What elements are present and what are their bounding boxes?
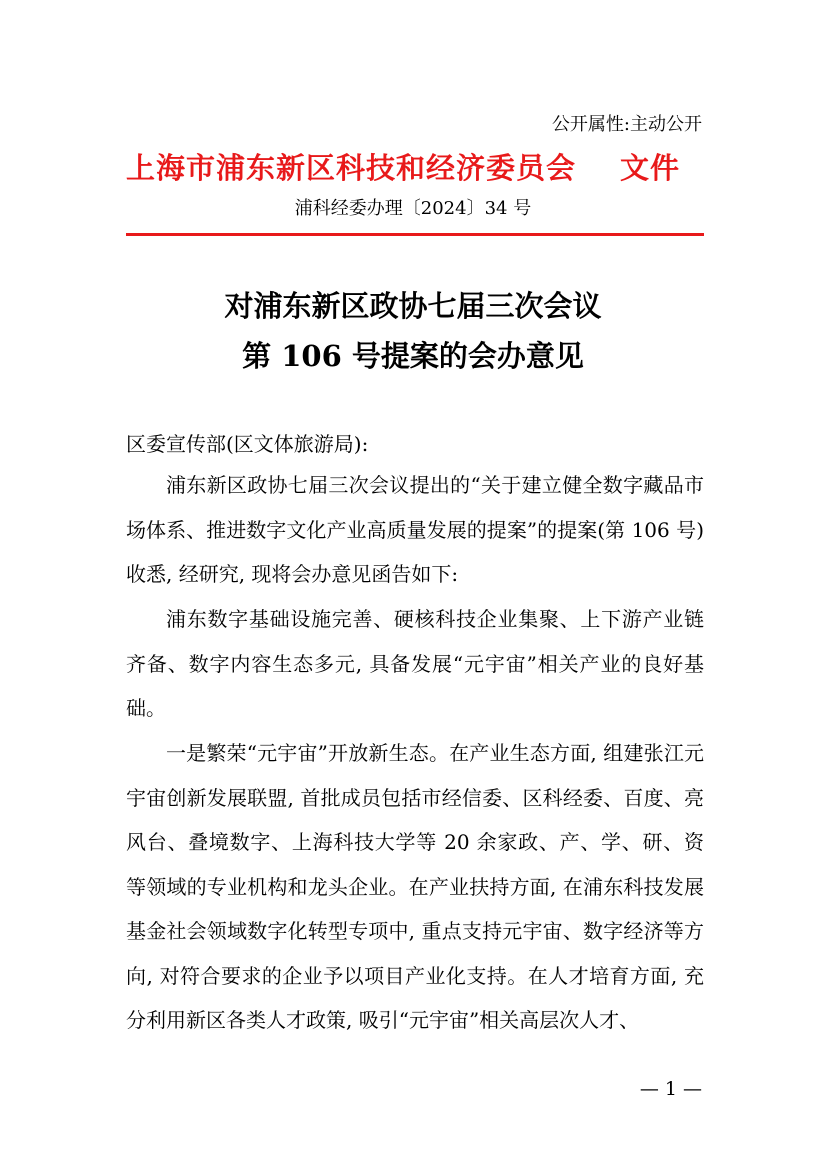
body-paragraph: 一是繁荣“元宇宙”开放新生态。在产业生态方面, 组建张江元宇宙创新发展联盟, 首批成员包括市经信委、区科经委、百度、亮风台、叠境数字、上海科技大学等 20 余家政、产、学、研、资等领域的专业机构和龙头企业。在产业扶持方面, 在浦东科技发展基金社会领域数字化转型专项中, 重点支持元宇宙、数字经济等方向, 对符合要求的企业予以项目产业化支持。在人才培育方面, 充分利用新区各类人才政策, 吸引“元宇宙”相关高层次人才、	[126, 741, 704, 1032]
body-paragraph: 浦东新区政协七届三次会议提出的“关于建立健全数字藏品市场体系、推进数字文化产业高质量发展的提案”的提案(第 106 号)收悉, 经研究, 现将会办意见函告如下:	[126, 473, 704, 586]
addressee: 区委宣传部(区文体旅游局):	[126, 432, 369, 456]
document-title-line-2: 第 106 号提案的会办意见	[242, 339, 584, 373]
disclosure-attribute: 公开属性:主动公开	[551, 114, 702, 135]
page-number: — 1 —	[639, 1078, 702, 1100]
agency-name: 上海市浦东新区科技和经济委员会	[126, 151, 577, 185]
document-title-line-1: 对浦东新区政协七届三次会议	[224, 289, 602, 323]
document-type: 文件	[620, 151, 681, 185]
issuing-agency-header	[126, 146, 680, 187]
red-separator-line	[126, 233, 704, 236]
document-number: 浦科经委办理〔2024〕34 号	[294, 198, 532, 219]
body-paragraph: 浦东数字基础设施完善、硬核科技企业集聚、上下游产业链齐备、数字内容生态多元, 具备发展“元宇宙”相关产业的良好基础。	[126, 607, 704, 720]
